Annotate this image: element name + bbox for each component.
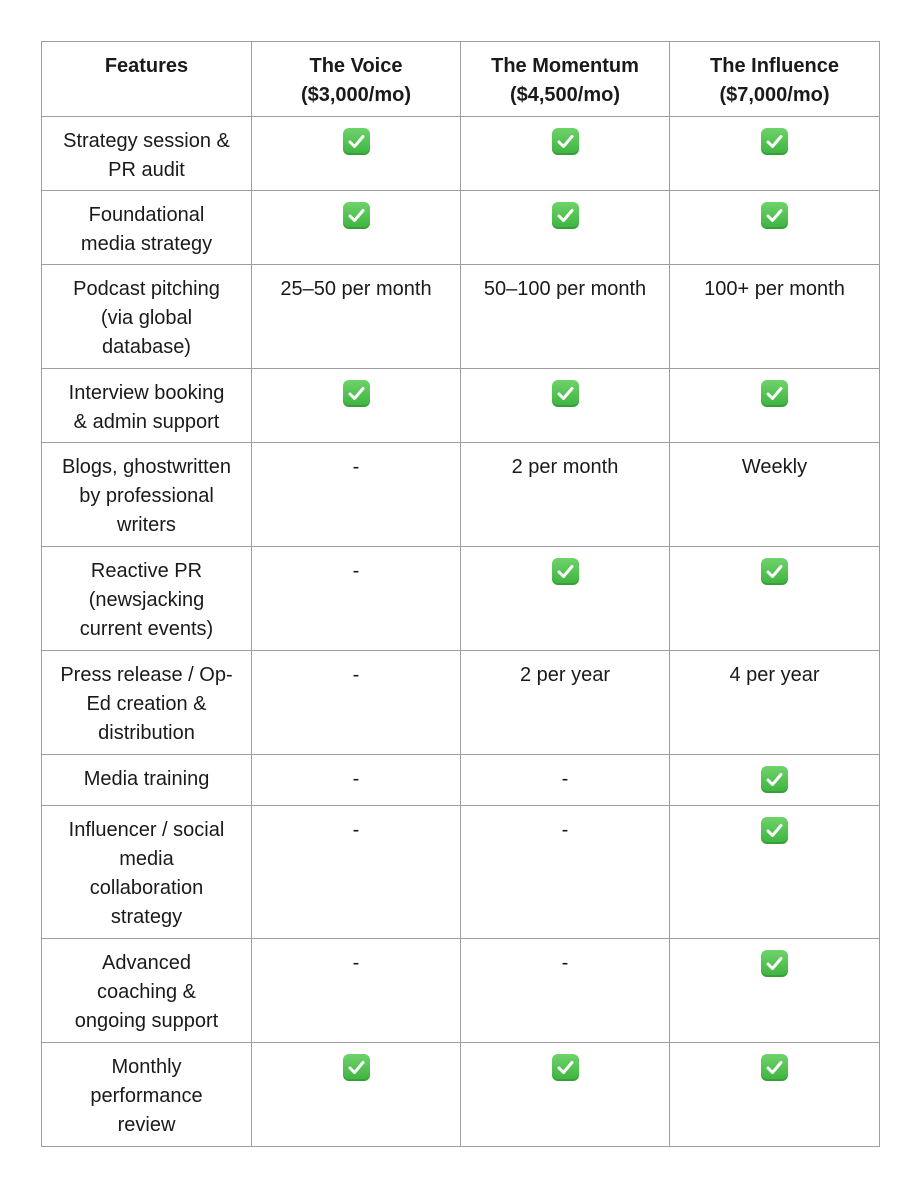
feature-cell [42,117,252,191]
plan-value-cell [461,939,670,1043]
not-included-dash: - [561,952,569,974]
check-mark-button-icon [761,766,788,793]
plan-value-cell [670,939,880,1043]
feature-cell [42,806,252,939]
feature-label: Strategy session & PR audit [63,130,230,181]
table-row [42,117,880,191]
plan-value-text: 2 per month [511,456,619,478]
plan-value-cell [670,265,880,369]
check-mark-button-icon [343,128,370,155]
plan-value-cell [461,806,670,939]
plan-price: ($3,000/mo) [300,84,412,106]
plan-value-cell [461,369,670,443]
feature-label: Press release / Op- Ed creation & distribution [60,664,233,744]
feature-cell [42,939,252,1043]
feature-cell [42,547,252,651]
plan-value-cell [461,755,670,806]
table-row [42,369,880,443]
pricing-comparison-table [41,41,880,1147]
table-body [42,117,880,1147]
not-included-dash: - [352,819,360,841]
feature-label: Media training [83,768,210,790]
check-mark-button-icon [761,1054,788,1081]
plan-value-text: Weekly [741,456,808,478]
table-row [42,651,880,755]
plan-value-cell [461,443,670,547]
plan-price: ($7,000/mo) [719,84,830,106]
not-included-dash: - [352,768,360,790]
feature-label: Blogs, ghostwritten by professional writers [62,456,231,536]
plan-value-text: 4 per year [729,664,820,686]
plan-value-cell [252,369,461,443]
plan-value-cell [252,755,461,806]
check-mark-button-icon [343,380,370,407]
plan-name: The Momentum [491,55,639,77]
feature-label: Influencer / social media collaboration strategy [68,819,225,928]
plan-value-cell [252,443,461,547]
table-row [42,191,880,265]
plan-value-cell [670,443,880,547]
feature-cell [42,443,252,547]
check-mark-button-icon [552,558,579,585]
header-row [42,42,880,117]
plan-value-cell [461,651,670,755]
plan-value-cell [670,117,880,191]
not-included-dash: - [352,952,360,974]
plan-value-cell [670,191,880,265]
feature-label: Advanced coaching & ongoing support [74,952,219,1032]
feature-cell [42,651,252,755]
plan-value-cell [252,939,461,1043]
feature-label: Reactive PR (newsjacking current events) [79,560,214,640]
plan-value-cell [461,191,670,265]
check-mark-button-icon [343,1054,370,1081]
feature-cell [42,191,252,265]
plan-value-cell [461,1043,670,1147]
plan-value-cell [252,265,461,369]
plan-value-cell [461,547,670,651]
check-mark-button-icon [761,128,788,155]
plan-name: The Voice [309,55,403,77]
table-row [42,547,880,651]
check-mark-button-icon [343,202,370,229]
plan-value-cell [670,547,880,651]
check-mark-button-icon [552,380,579,407]
plan-header-influence [670,42,880,117]
check-mark-button-icon [761,817,788,844]
plan-value-cell [252,651,461,755]
feature-cell [42,755,252,806]
plan-price: ($4,500/mo) [509,84,621,106]
plan-value-cell [252,191,461,265]
check-mark-button-icon [761,380,788,407]
not-included-dash: - [352,456,360,478]
table-row [42,755,880,806]
table-row [42,939,880,1043]
check-mark-button-icon [552,202,579,229]
features-header [42,42,252,117]
feature-cell [42,369,252,443]
plan-name: The Influence [710,55,839,77]
table-row [42,1043,880,1147]
table-row [42,806,880,939]
not-included-dash: - [561,819,569,841]
plan-value-cell [252,547,461,651]
check-mark-button-icon [552,128,579,155]
plan-value-cell [670,369,880,443]
feature-cell [42,265,252,369]
features-header-label: Features [104,55,189,77]
plan-value-cell [670,806,880,939]
not-included-dash: - [352,664,360,686]
plan-value-cell [670,1043,880,1147]
plan-value-cell [461,265,670,369]
plan-value-text: 25–50 per month [280,278,432,300]
table-row [42,443,880,547]
plan-value-text: 100+ per month [704,278,845,300]
plan-header-momentum [461,42,670,117]
table-row [42,265,880,369]
check-mark-button-icon [761,558,788,585]
not-included-dash: - [561,768,569,790]
plan-value-cell [670,755,880,806]
feature-cell [42,1043,252,1147]
plan-value-cell [252,806,461,939]
check-mark-button-icon [761,950,788,977]
plan-value-text: 2 per year [519,664,611,686]
plan-value-cell [252,117,461,191]
check-mark-button-icon [761,202,788,229]
check-mark-button-icon [552,1054,579,1081]
plan-value-text: 50–100 per month [483,278,647,300]
plan-value-cell [252,1043,461,1147]
not-included-dash: - [352,560,360,582]
feature-label: Foundational media strategy [80,204,213,255]
feature-label: Podcast pitching (via global database) [73,278,220,358]
plan-value-cell [670,651,880,755]
plan-header-voice [252,42,461,117]
plan-value-cell [461,117,670,191]
feature-label: Interview booking & admin support [68,382,225,433]
feature-label: Monthly performance review [90,1056,203,1136]
